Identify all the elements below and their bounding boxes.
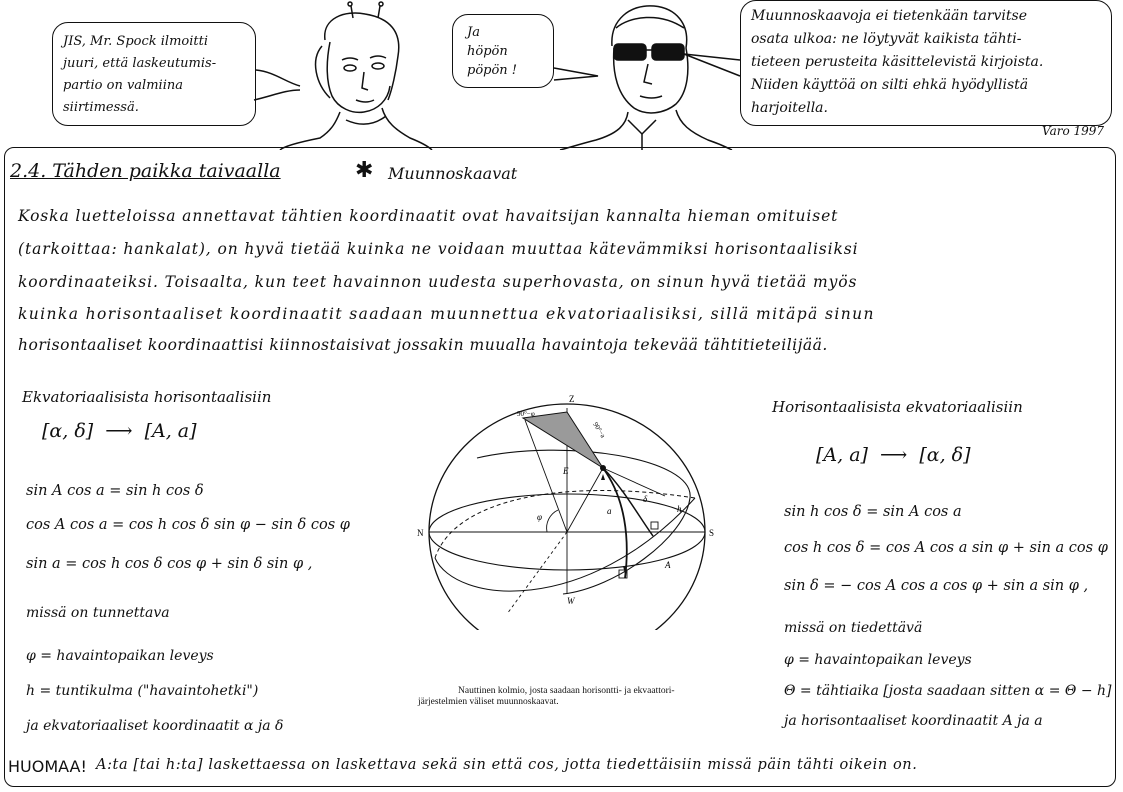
star-point bbox=[600, 465, 606, 471]
section-title: 2.4. Tähden paikka taivaalla bbox=[10, 160, 281, 182]
label-e: E bbox=[563, 466, 569, 476]
nautical-triangle bbox=[523, 412, 603, 468]
block-heading: Ekvatoriaalisista horisontaalisiin bbox=[22, 388, 272, 406]
bubble-line: juuri, että laskeutumis- bbox=[63, 56, 217, 71]
bubble-line: Niiden käyttöä on silti ehkä hyödyllistä bbox=[751, 77, 1029, 93]
label-s: S bbox=[709, 528, 715, 538]
label-delta: δ bbox=[643, 494, 648, 504]
label-arc-a: 90°−a bbox=[591, 420, 608, 440]
coordinate-mapping: [α, δ] ⟶ [A, a] bbox=[42, 420, 197, 442]
celestial-sphere-diagram bbox=[415, 388, 725, 630]
bubble-line: JIS, Mr. Spock ilmoitti bbox=[63, 34, 208, 49]
comic-strip bbox=[0, 0, 1123, 150]
formula-line: sin A cos a = sin h cos δ bbox=[26, 483, 204, 499]
caption-line: Nauttinen kolmio, josta saadaan horisontti- ja ekvaattori- bbox=[458, 686, 675, 696]
note-text: A:ta [tai h:ta] laskettaessa on laskettava sekä sin että cos, jotta tiedettäisiin missä päin tähti oikein on. bbox=[96, 757, 918, 773]
man-figure bbox=[560, 6, 732, 150]
intro-line: koordinaateiksi. Toisaalta, kun teet havainnon uudesta superhovasta, on sinun hyvä tietää myös bbox=[18, 273, 858, 291]
definition-line: h = tuntikulma ("havaintohetki") bbox=[26, 683, 259, 699]
comic-characters bbox=[0, 0, 1123, 150]
definition-line: φ = havaintopaikan leveys bbox=[26, 648, 214, 664]
star-icon: ✱ bbox=[355, 158, 374, 183]
bubble-line: partio on valmiina bbox=[63, 78, 183, 93]
signature: Varo 1997 bbox=[1042, 124, 1105, 138]
formula-line: sin h cos δ = sin A cos a bbox=[784, 504, 962, 520]
bubble-line: siirtimessä. bbox=[63, 100, 139, 115]
label-a: a bbox=[607, 506, 612, 516]
bubble-line: höpön bbox=[467, 44, 508, 59]
bubble-line: harjoitella. bbox=[751, 100, 828, 116]
note-label: HUOMAA! bbox=[8, 757, 87, 776]
formula-line: cos A cos a = cos h cos δ sin φ − sin δ cos φ bbox=[26, 517, 350, 533]
section-subtitle: Muunnoskaavat bbox=[388, 164, 518, 183]
equator-back bbox=[435, 491, 695, 559]
label-h: h bbox=[677, 504, 682, 514]
label-arc-phi: 90°−φ bbox=[517, 410, 535, 418]
label-n: N bbox=[417, 528, 424, 538]
equator-front bbox=[435, 498, 695, 591]
intro-line: kuinka horisontaaliset koordinaatit saadaan muunnettua ekvatoriaalisiksi, sillä mitäpä sinun bbox=[18, 305, 875, 323]
intro-line: Koska luetteloissa annettavat tähtien koordinaatit ovat havaitsijan kannalta hieman omituiset bbox=[18, 207, 839, 225]
intro-line: (tarkoittaa: hankalat), on hyvä tietää kuinka ne voidaan muuttaa kätevämmiksi horisontaalisiksi bbox=[18, 240, 859, 258]
hour-circle bbox=[603, 468, 627, 578]
where-label: missä on tiedettävä bbox=[784, 620, 923, 636]
formula-line: sin δ = − cos A cos a cos φ + sin a sin φ , bbox=[784, 578, 1089, 594]
bubble-line: pöpön ! bbox=[467, 63, 518, 78]
formula-line: cos h cos δ = cos A cos a sin φ + sin a cos φ bbox=[784, 540, 1108, 556]
definition-line: ja horisontaaliset koordinaatit A ja a bbox=[784, 713, 1043, 729]
caption-line: järjestelmien väliset muunnoskaavat. bbox=[418, 697, 559, 707]
definition-line: Θ = tähtiaika [josta saadaan sitten α = Θ − h] bbox=[784, 683, 1112, 699]
formula-line: sin a = cos h cos δ cos φ + sin δ sin φ , bbox=[26, 556, 313, 572]
label-A: A bbox=[665, 560, 671, 570]
label-phi: φ bbox=[537, 512, 542, 522]
coordinate-mapping: [A, a] ⟶ [α, δ] bbox=[816, 444, 971, 466]
label-w: W bbox=[567, 596, 575, 606]
block-heading: Horisontaalisista ekvatoriaalisiin bbox=[772, 398, 1023, 416]
where-label: missä on tunnettava bbox=[26, 605, 170, 621]
definition-line: φ = havaintopaikan leveys bbox=[784, 652, 972, 668]
bubble-line: tieteen perusteita käsittelevistä kirjoista. bbox=[751, 54, 1044, 70]
bubble-line: Muunnoskaavoja ei tietenkään tarvitse bbox=[751, 8, 1027, 24]
bubble-line: Ja bbox=[467, 25, 480, 40]
intro-line: horisontaaliset koordinaattisi kiinnostaisivat jossakin muualla havaintoja tekevää tähtitieteilijää. bbox=[18, 336, 828, 354]
definition-line: ja ekvatoriaaliset koordinaatit α ja δ bbox=[26, 718, 284, 734]
label-z: Z bbox=[569, 394, 575, 404]
bubble-line: osata ulkoa: ne löytyvät kaikista tähti- bbox=[751, 31, 1022, 47]
woman-figure bbox=[280, 2, 432, 150]
